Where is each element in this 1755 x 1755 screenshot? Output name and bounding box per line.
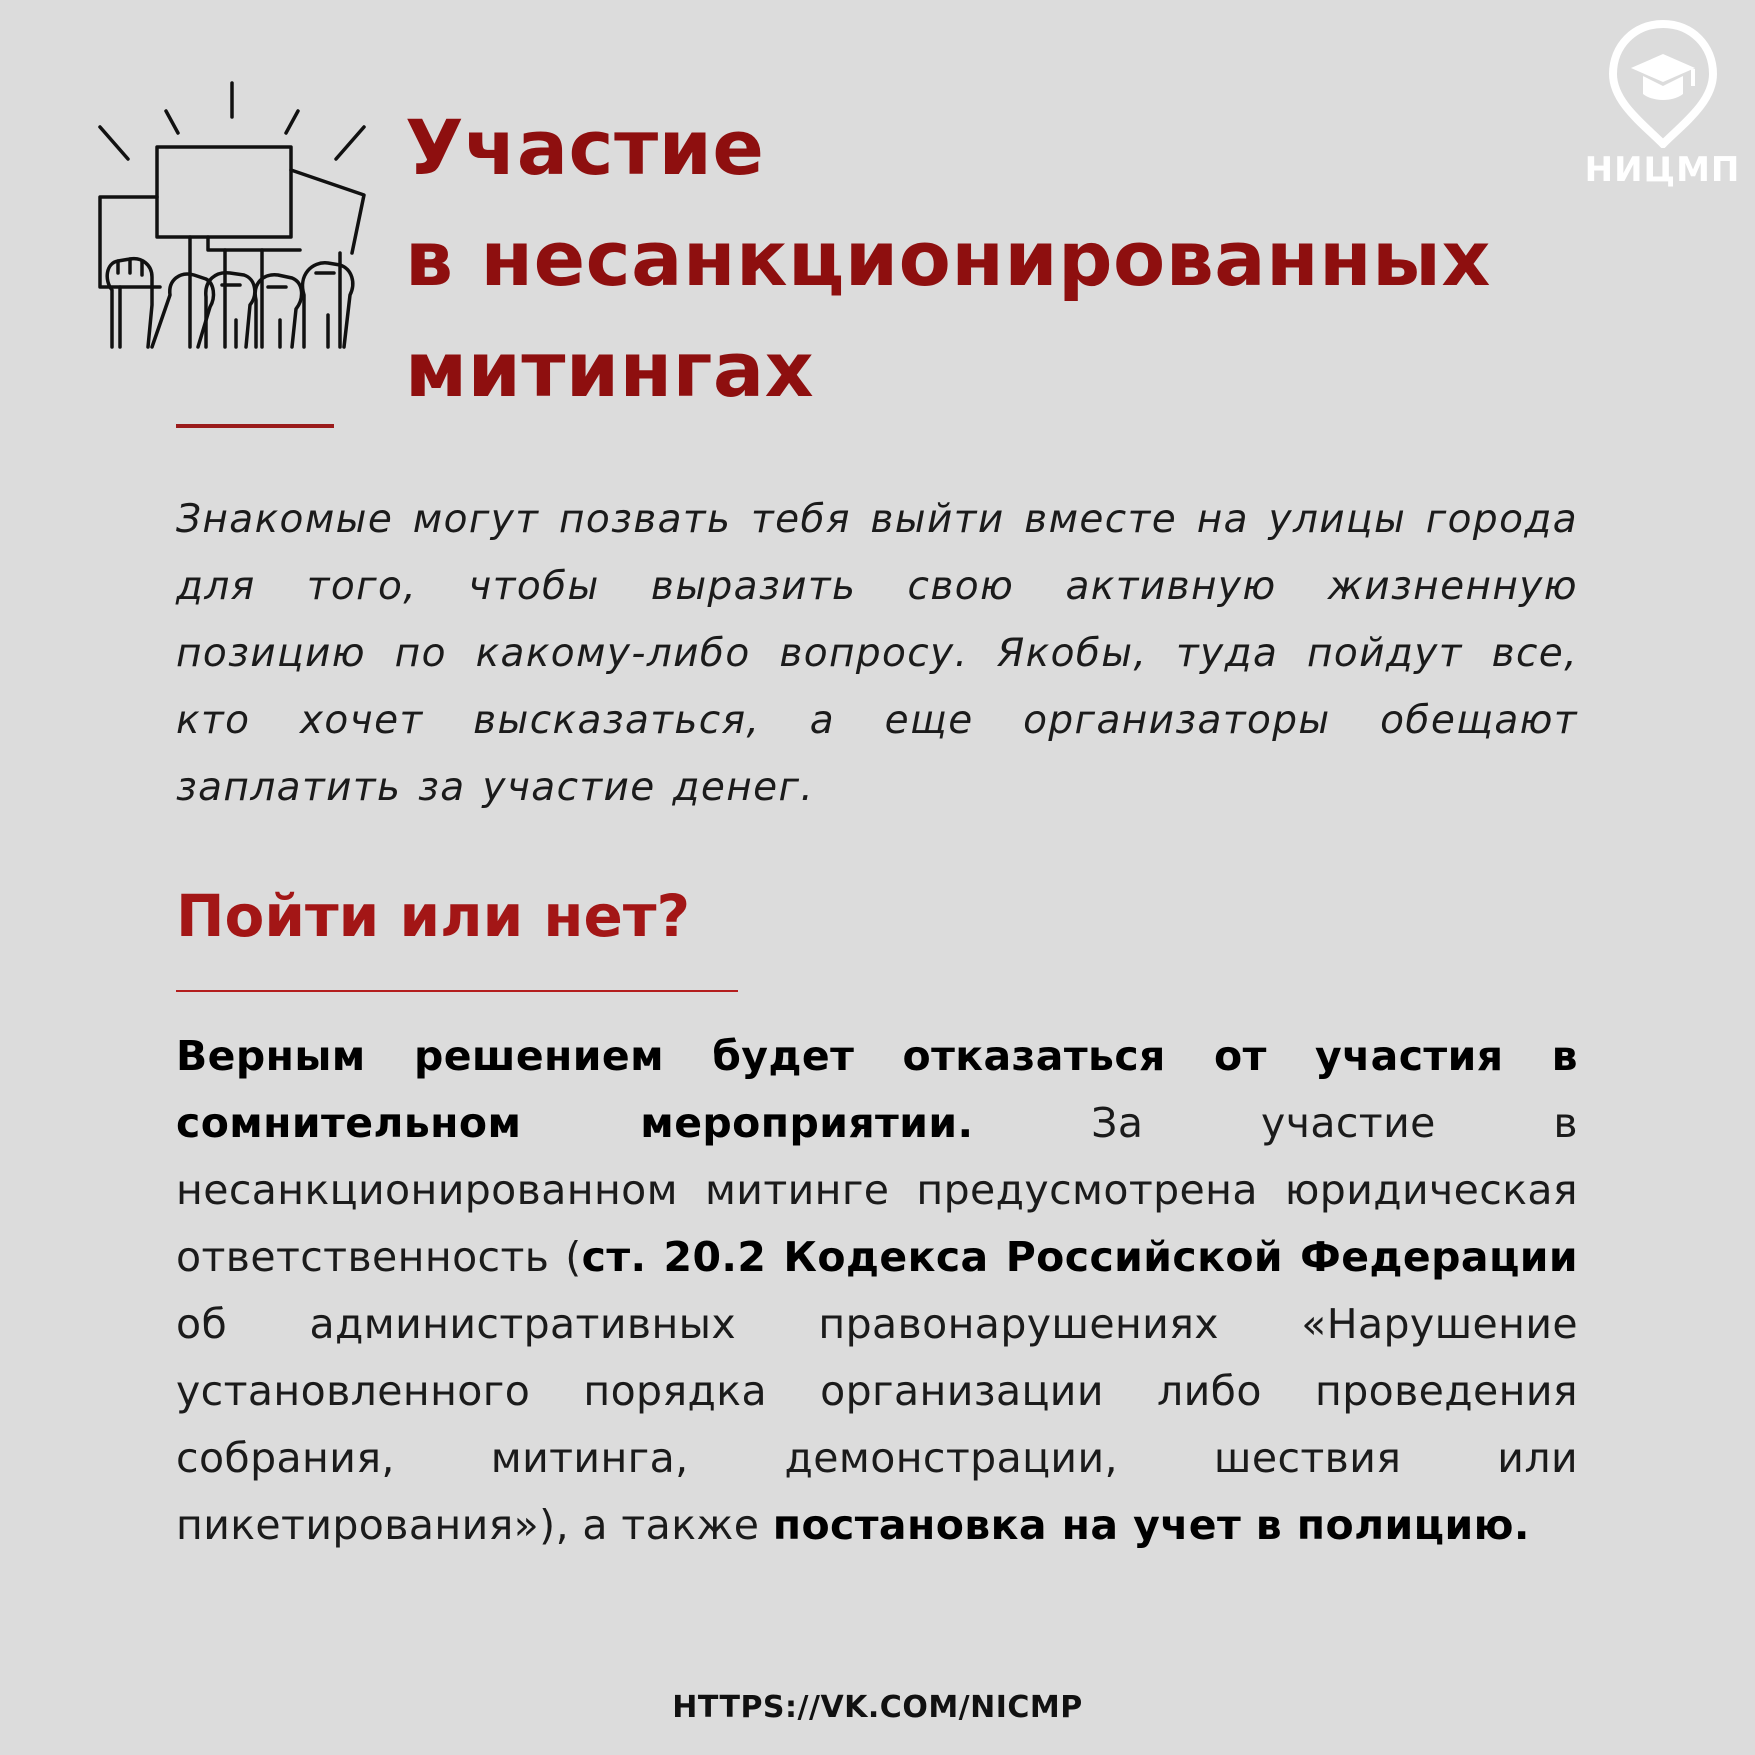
intro-paragraph: Знакомые могут позвать тебя выйти вместе на улицы города для того, чтобы выразить свою активную жизненную позицию по какому-либо вопросу. Якобы, туда пойдут все, кто хочет высказаться, а еще организаторы обещают заплатить за участие денег. bbox=[176, 497, 1578, 810]
title-line-3: митингах bbox=[405, 325, 815, 414]
body-bold-police: постановка на учет в полицию. bbox=[772, 1501, 1530, 1549]
logo-text: НИЦМП bbox=[1584, 150, 1741, 190]
title-line-1: Участие bbox=[405, 103, 765, 192]
section-divider bbox=[176, 990, 738, 992]
body-text-violation: об административных правонарушениях «Нарушение установленного порядка организации либо проведения собрания, митинга, демонстрации, шествия или пикетирования»), а также bbox=[176, 1300, 1578, 1549]
nicmp-logo bbox=[1580, 20, 1745, 190]
body-bold-decision: Верным решением будет отказаться от участия в сомнительном мероприятии. bbox=[176, 1032, 1578, 1147]
body-paragraph bbox=[176, 1023, 1578, 1559]
title-line-2: в несанкционированных bbox=[405, 214, 1491, 303]
section-heading: Пойти или нет? bbox=[176, 882, 691, 950]
page-title bbox=[405, 92, 1491, 425]
body-text-liability: За участие в несанкционированном митинге предусмотрена юридическая ответственность ( bbox=[176, 1099, 1578, 1281]
body-bold-law-article: ст. 20.2 Кодекса Российской Федерации bbox=[581, 1233, 1578, 1281]
footer-url: HTTPS://VK.COM/NICMP bbox=[672, 1690, 1083, 1725]
title-divider bbox=[176, 424, 334, 428]
protest-crowd-icon bbox=[90, 75, 380, 360]
graduation-cap-location-pin-icon bbox=[1607, 20, 1719, 148]
